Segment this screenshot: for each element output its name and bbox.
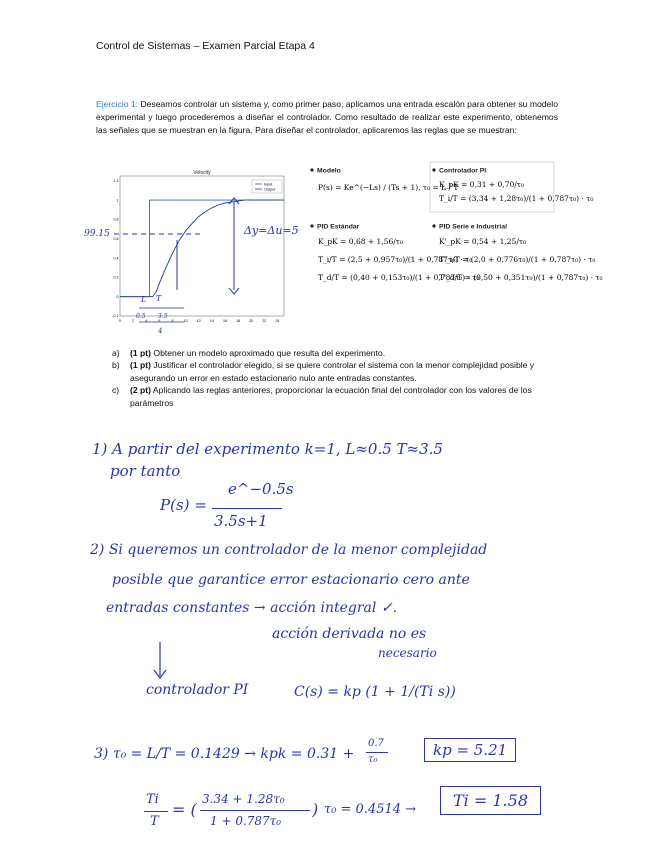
chart-title: Velocity	[193, 170, 211, 176]
pid-serie-ti: T'_i/T = (2,0 + 0,776τ₀)/(1 + 0,787τ₀) · τ₀	[439, 255, 596, 264]
answer-3-ti-lhs-den: T	[150, 814, 159, 829]
answer-1-line1: 1) A partir del experimento k=1, L≈0.5 T≈3.5	[92, 440, 443, 458]
exercise-statement	[96, 98, 558, 138]
answer-1-denominator: 3.5s+1	[214, 512, 268, 530]
pid-std-kp: K_pK = 0,68 + 1,56/τ₀	[318, 237, 403, 246]
pid-serie-td: T'_d/T = (0,50 + 0,351τ₀)/(1 + 0,787τ₀) · τ₀	[439, 273, 603, 282]
annotation-dt1: 0.5	[136, 313, 146, 320]
exercise-label: Ejercicio 1:	[96, 99, 139, 109]
x-tick-label: 14	[209, 319, 214, 323]
annotation-dt2: 3.5	[158, 313, 168, 320]
y-tick-label: 0.6	[113, 236, 119, 241]
pid-serie-title: PID Serie e Industrial	[439, 223, 507, 231]
answer-3-frac-num: 0.7	[368, 738, 384, 749]
legend-output: Output	[264, 187, 276, 192]
x-tick-label: 0	[119, 319, 121, 323]
annotation-dt3: 4	[158, 327, 163, 335]
answer-2-line4: acción derivada no es	[272, 626, 427, 642]
x-tick-label: 6	[158, 319, 161, 323]
modelo-eq: P(s) = Ke^(−Ls) / (Ts + 1), τ₀ = L / T	[318, 183, 459, 192]
y-tick-label: 0.8	[113, 217, 119, 222]
question-c: c) (2 pt) Aplicando las reglas anteriores, proporcionar la ecuación final del controlador con los valores de los parámetros	[112, 385, 532, 408]
answer-1-lhs: P(s) =	[160, 496, 207, 514]
x-tick-label: 22	[262, 319, 267, 323]
answer-3-ti-bar	[200, 810, 310, 811]
pi-kp: K_pK = 0,31 + 0,70/τ₀	[439, 180, 524, 189]
answer-3-frac-bar	[366, 752, 388, 753]
answer-2-line2: posible que garantice error estacionario cero ante	[112, 572, 470, 588]
pi-title: Controlador PI	[439, 167, 487, 175]
answer-3-equals: = (	[172, 800, 197, 819]
y-tick-label: 0	[116, 294, 119, 299]
x-tick-label: 24	[275, 319, 280, 323]
x-tick-label: 12	[196, 319, 201, 323]
answer-3-ti-result: τ₀ = 0.4514 →	[324, 802, 417, 817]
legend-input: Input	[264, 182, 273, 187]
exercise-text: Deseamos controlar un sistema y, como primer paso, aplicamos una entrada escalón para obtener su modelo experimental y luego procederemos a diseñar el controlador. Como resultado de realizar este experimento, obtenemos las señales que se muestran en la figura. Para diseñar el controlador, aplicaremos las reglas que se muestran:	[96, 99, 558, 136]
annotation-delta: Δy=Δu=5	[244, 224, 299, 237]
x-tick-label: 4	[145, 319, 148, 323]
answer-3-ti-den: 1 + 0.787τ₀	[210, 814, 282, 828]
answer-3-ti-lhs-bar	[144, 811, 168, 812]
x-tick-label: 10	[183, 319, 188, 323]
answer-2-line1: 2) Si queremos un controlador de la menor complejidad	[90, 542, 488, 558]
pid-serie-kp: K'_pK = 0,54 + 1,25/τ₀	[439, 237, 527, 246]
arrow-down-icon	[150, 640, 170, 682]
annotation-T: T	[156, 294, 162, 303]
answer-1-line2: por tanto	[110, 462, 181, 480]
question-b: b) (1 pt) Justificar el controlador elegido, si se quiere controlar el sistema con la menor complejidad posible y asegurando un error en estado estacionario nulo ante entradas constantes.	[112, 360, 535, 383]
pid-std-title: PID Estándar	[317, 223, 360, 231]
answer-3-frac-den: τ₀	[368, 754, 378, 765]
annotation-L: L	[141, 295, 147, 304]
x-tick-label: 16	[222, 319, 227, 323]
pid-std-td: T_d/T = (0,40 + 0,153τ₀)/(1 + 0,787τ₀) · τ₀	[318, 273, 480, 282]
answer-3-line1: 3) τ₀ = L/T = 0.1429 → kpk = 0.31 +	[94, 746, 355, 762]
x-tick-label: 2	[132, 319, 135, 323]
page-header: Control de Sistemas – Examen Parcial Etapa 4	[96, 40, 315, 52]
x-tick-label: 18	[236, 319, 241, 323]
answer-3-ti-lhs-num: Ti	[146, 792, 159, 807]
answer-3-kp-box: kp = 5.21	[424, 738, 516, 762]
question-a: a) (1 pt) Obtener un modelo aproximado que resulta del experimento.	[112, 348, 386, 358]
x-tick-label: 8	[171, 319, 174, 323]
pi-ti: T_i/T = (3,34 + 1,28τ₀)/(1 + 0,787τ₀) · τ₀	[439, 194, 594, 203]
y-tick-label: -0.2	[112, 314, 119, 319]
modelo-title: Modelo	[317, 167, 341, 175]
answer-1-fraction-bar	[212, 508, 282, 509]
answer-2-controller: controlador PI	[146, 682, 249, 698]
annotation-y-value: 99.15	[84, 229, 110, 239]
tuning-rules-panel	[306, 162, 603, 312]
x-tick-label: 20	[249, 319, 254, 323]
answer-3-ti-num: 3.34 + 1.28τ₀	[202, 792, 285, 806]
answer-3-paren: )	[312, 800, 319, 819]
questions-list	[112, 347, 562, 409]
pid-std-ti: T_i/T = (2,5 + 0,957τ₀)/(1 + 0,787τ₀) · τ₀	[318, 255, 473, 264]
y-tick-label: 0.2	[113, 275, 119, 280]
answer-2-equation: C(s) = kp (1 + 1/(Ti s))	[294, 684, 456, 700]
answer-1-numerator: e^−0.5s	[228, 480, 294, 498]
answer-2-line5: necesario	[378, 646, 437, 660]
y-tick-label: 1.2	[113, 179, 119, 184]
answer-3-ti-box: Ti = 1.58	[440, 786, 541, 815]
y-tick-label: 1	[116, 198, 119, 203]
y-tick-label: 0.4	[113, 256, 119, 261]
answer-2-line3: entradas constantes → acción integral ✓.	[106, 600, 398, 616]
